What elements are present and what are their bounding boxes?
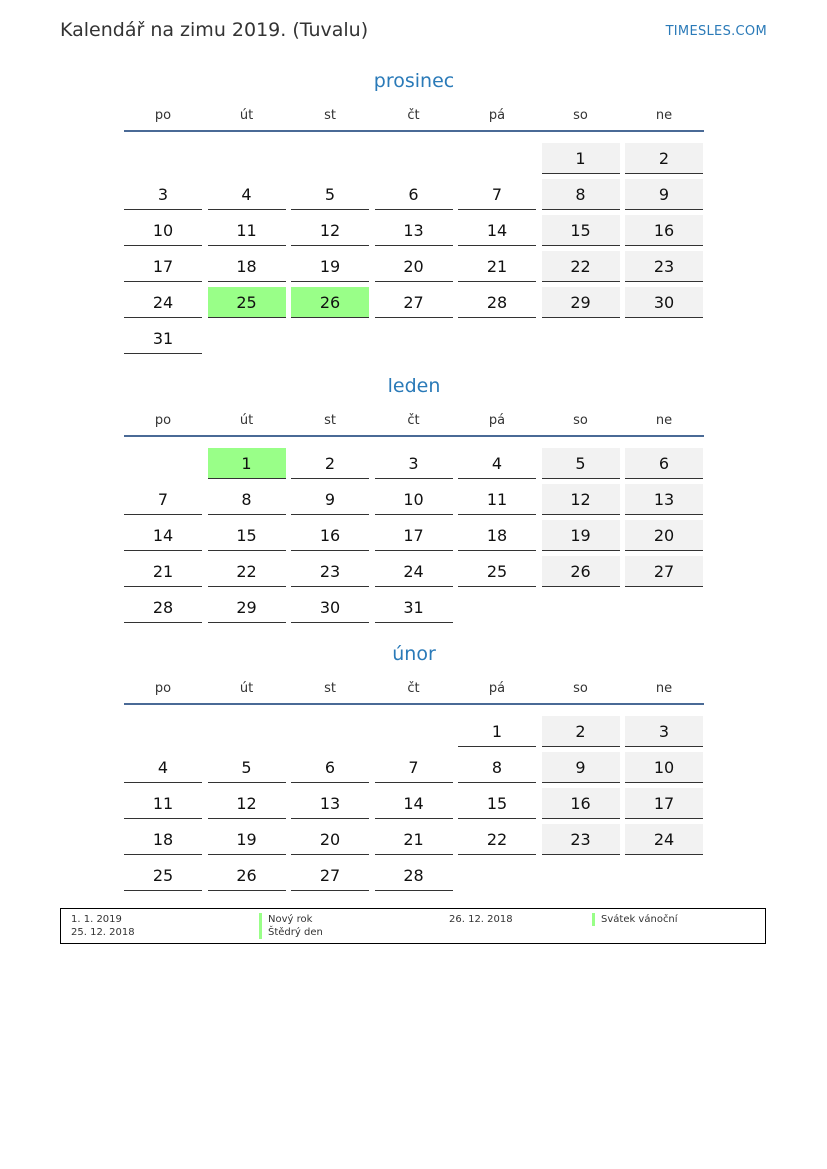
day-cell: 5: [542, 448, 620, 479]
day-cell: 15: [542, 215, 620, 246]
day-cell: 26: [542, 556, 620, 587]
day-cell: 3: [124, 179, 202, 210]
header-rule: [124, 435, 704, 437]
weekday-label: ne: [655, 681, 673, 696]
day-cell: 22: [542, 251, 620, 282]
day-cell: 26: [208, 860, 286, 891]
day-cell: 16: [542, 788, 620, 819]
weekday-label: st: [324, 108, 336, 123]
day-cell: 19: [542, 520, 620, 551]
holiday-legend: [60, 908, 766, 944]
day-cell: 21: [458, 251, 536, 282]
day-cell: 4: [124, 752, 202, 783]
day-cell: 8: [542, 179, 620, 210]
day-cell: 24: [124, 287, 202, 318]
day-cell: 1: [458, 716, 536, 747]
day-cell: 12: [542, 484, 620, 515]
weekday-label: čt: [407, 681, 420, 696]
month-title: prosinec: [373, 70, 455, 92]
weekday-label: ne: [655, 413, 673, 428]
day-cell: 10: [375, 484, 453, 515]
day-cell: 4: [208, 179, 286, 210]
day-cell: 18: [458, 520, 536, 551]
day-cell: 11: [208, 215, 286, 246]
legend-holiday-name: Svátek vánoční: [592, 913, 678, 926]
legend-date: 1. 1. 2019: [71, 914, 122, 925]
day-cell: 21: [124, 556, 202, 587]
weekday-label: st: [324, 413, 336, 428]
header-rule: [124, 130, 704, 132]
day-cell: 14: [375, 788, 453, 819]
weekday-label: po: [154, 413, 172, 428]
day-cell: 31: [124, 323, 202, 354]
day-cell: 19: [291, 251, 369, 282]
day-cell: 19: [208, 824, 286, 855]
legend-date: 26. 12. 2018: [449, 914, 513, 925]
legend-date: 25. 12. 2018: [71, 927, 135, 938]
day-cell: 23: [291, 556, 369, 587]
day-cell: 20: [375, 251, 453, 282]
day-cell: 7: [458, 179, 536, 210]
day-cell: 1: [542, 143, 620, 174]
day-cell: 13: [625, 484, 703, 515]
weekday-header-row: [124, 108, 704, 128]
weekday-label: so: [573, 108, 588, 123]
day-cell: 18: [208, 251, 286, 282]
day-cell: 3: [625, 716, 703, 747]
day-cell: 27: [291, 860, 369, 891]
day-cell: 23: [625, 251, 703, 282]
day-cell: 2: [291, 448, 369, 479]
day-cell: 11: [458, 484, 536, 515]
day-cell: 29: [208, 592, 286, 623]
weekday-label: út: [239, 681, 254, 696]
day-cell: 28: [124, 592, 202, 623]
day-cell: 22: [458, 824, 536, 855]
day-cell: 30: [291, 592, 369, 623]
day-cell: 6: [625, 448, 703, 479]
day-cell: 17: [375, 520, 453, 551]
day-cell: 14: [458, 215, 536, 246]
legend-holiday-name: Štědrý den: [259, 926, 323, 939]
day-cell: 16: [625, 215, 703, 246]
day-cell: 20: [291, 824, 369, 855]
day-cell: 4: [458, 448, 536, 479]
day-cell: 27: [375, 287, 453, 318]
legend-holiday-name: Nový rok: [259, 913, 312, 926]
holiday-day-cell: 25: [208, 287, 286, 318]
day-cell: 13: [375, 215, 453, 246]
weekday-header-row: [124, 681, 704, 701]
day-cell: 28: [375, 860, 453, 891]
weekday-label: po: [154, 681, 172, 696]
day-cell: 5: [208, 752, 286, 783]
header-rule: [124, 703, 704, 705]
weekday-label: pá: [488, 681, 506, 696]
day-cell: 21: [375, 824, 453, 855]
day-cell: 10: [625, 752, 703, 783]
day-cell: 7: [375, 752, 453, 783]
day-cell: 17: [124, 251, 202, 282]
weekday-label: čt: [407, 413, 420, 428]
weekday-label: pá: [488, 413, 506, 428]
day-cell: 5: [291, 179, 369, 210]
day-cell: 3: [375, 448, 453, 479]
page-title: Kalendář na zimu 2019. (Tuvalu): [60, 19, 369, 41]
day-cell: 20: [625, 520, 703, 551]
day-cell: 22: [208, 556, 286, 587]
weekday-label: st: [324, 681, 336, 696]
weekday-label: čt: [407, 108, 420, 123]
day-cell: 29: [542, 287, 620, 318]
day-cell: 15: [458, 788, 536, 819]
day-cell: 18: [124, 824, 202, 855]
day-cell: 8: [208, 484, 286, 515]
day-cell: 17: [625, 788, 703, 819]
day-cell: 12: [208, 788, 286, 819]
day-cell: 10: [124, 215, 202, 246]
weekday-label: út: [239, 108, 254, 123]
day-cell: 24: [375, 556, 453, 587]
month-title: únor: [392, 643, 436, 665]
day-cell: 8: [458, 752, 536, 783]
day-cell: 6: [375, 179, 453, 210]
day-cell: 6: [291, 752, 369, 783]
weekday-label: út: [239, 413, 254, 428]
day-cell: 14: [124, 520, 202, 551]
weekday-label: po: [154, 108, 172, 123]
weekday-label: ne: [655, 108, 673, 123]
day-cell: 2: [625, 143, 703, 174]
day-cell: 30: [625, 287, 703, 318]
weekday-header-row: [124, 413, 704, 433]
day-cell: 11: [124, 788, 202, 819]
day-cell: 23: [542, 824, 620, 855]
day-cell: 24: [625, 824, 703, 855]
site-link[interactable]: TIMESLES.COM: [665, 24, 767, 39]
holiday-day-cell: 1: [208, 448, 286, 479]
day-cell: 12: [291, 215, 369, 246]
day-cell: 9: [542, 752, 620, 783]
weekday-label: pá: [488, 108, 506, 123]
day-cell: 28: [458, 287, 536, 318]
day-cell: 2: [542, 716, 620, 747]
day-cell: 25: [124, 860, 202, 891]
holiday-day-cell: 26: [291, 287, 369, 318]
day-cell: 16: [291, 520, 369, 551]
day-cell: 27: [625, 556, 703, 587]
day-cell: 9: [625, 179, 703, 210]
month-title: leden: [387, 375, 441, 397]
day-cell: 25: [458, 556, 536, 587]
day-cell: 13: [291, 788, 369, 819]
day-cell: 31: [375, 592, 453, 623]
day-cell: 15: [208, 520, 286, 551]
day-cell: 9: [291, 484, 369, 515]
day-cell: 7: [124, 484, 202, 515]
weekday-label: so: [573, 681, 588, 696]
weekday-label: so: [573, 413, 588, 428]
